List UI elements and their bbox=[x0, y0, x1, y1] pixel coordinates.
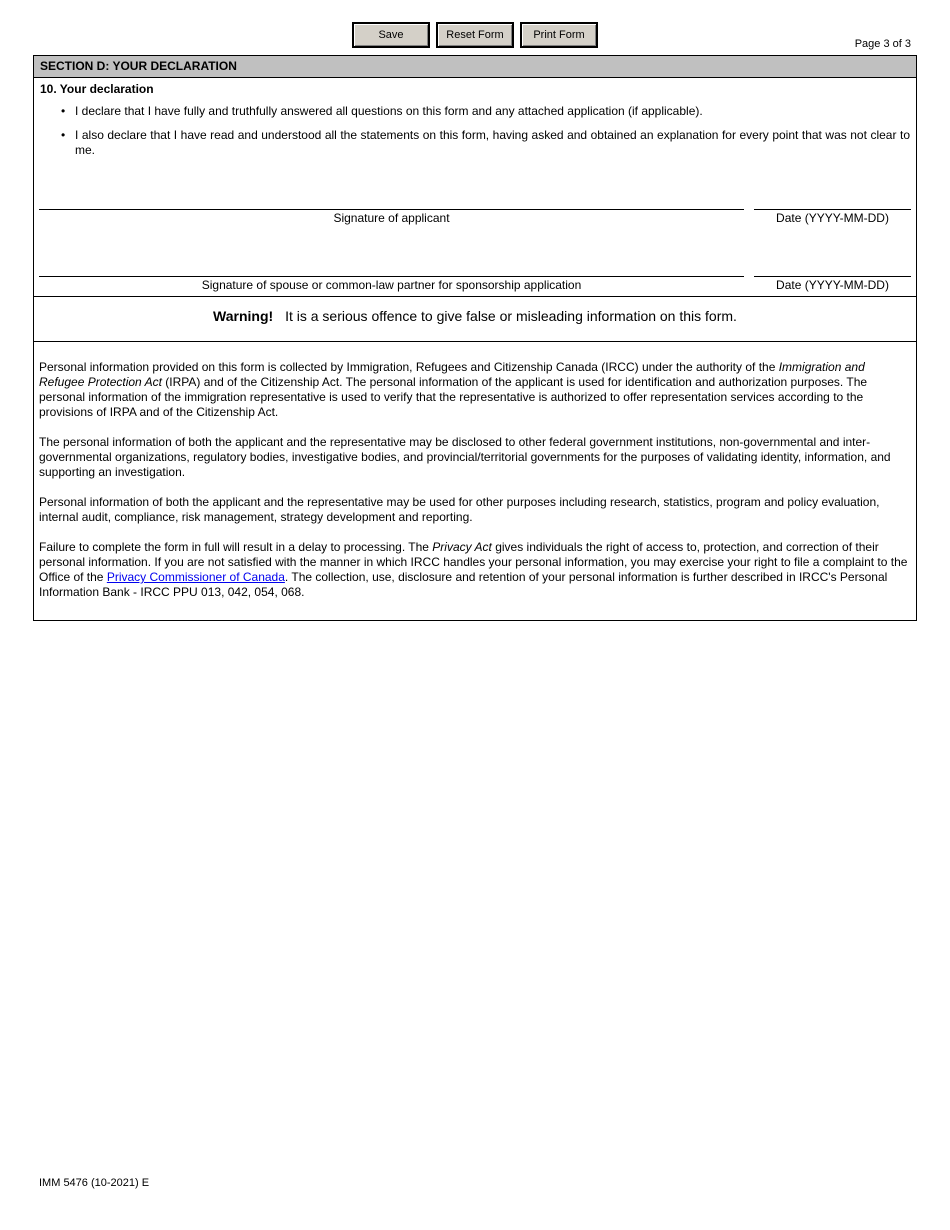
spouse-signature-label: Signature of spouse or common-law partner for sponsorship application bbox=[201, 278, 582, 292]
warning-text: It is a serious offence to give false or misleading information on this form. bbox=[285, 308, 737, 324]
save-button[interactable]: Save bbox=[352, 22, 430, 48]
warning-label: Warning! bbox=[213, 308, 274, 324]
question-title: 10. Your declaration bbox=[40, 82, 154, 96]
warning-notice bbox=[34, 308, 916, 324]
privacy-paragraph-4 bbox=[39, 540, 910, 600]
privacy-paragraph-2: The personal information of both the applicant and the representative may be disclosed to other federal government institutions, non-governmental and inter-governmental organizations, regulatory bodies, investigative bodies, and provincial/territorial governments for the purposes of validating identity, information, and supporting an investigation. bbox=[39, 435, 891, 479]
applicant-signature-label: Signature of applicant bbox=[333, 211, 450, 225]
act-name: Immigration and Refugee Protection Act bbox=[39, 360, 865, 389]
declaration-item: • I also declare that I have read and understood all the statements on this form, having asked and obtained an explanation for every point that was not clear to me. bbox=[61, 128, 910, 158]
privacy-text: gives individuals the right of access to, protection, and correction of their personal information. If you are not satisfied with the manner in which IRCC handles your personal information, you may exercise your right to file a complaint to the Office of the bbox=[39, 540, 908, 584]
applicant-signature-field[interactable] bbox=[39, 209, 744, 225]
spouse-date-label: Date (YYYY-MM-DD) bbox=[776, 278, 889, 292]
declaration-list bbox=[61, 104, 910, 167]
privacy-text: Failure to complete the form in full will result in a delay to processing. The bbox=[39, 540, 433, 554]
act-name: Privacy Act bbox=[432, 540, 492, 554]
print-form-button[interactable]: Print Form bbox=[520, 22, 598, 48]
declaration-item: • I declare that I have fully and truthfully answered all questions on this form and any attached application (if applicable). bbox=[61, 104, 910, 119]
privacy-paragraph-1 bbox=[39, 360, 910, 420]
privacy-paragraph-3: Personal information of both the applicant and the representative may be used for other purposes including research, statistics, program and policy evaluation, internal audit, compliance, risk management, strategy development and reporting. bbox=[39, 495, 880, 524]
spouse-signature-field[interactable] bbox=[39, 276, 744, 292]
divider bbox=[34, 296, 916, 297]
reset-form-button[interactable]: Reset Form bbox=[436, 22, 514, 48]
privacy-notice bbox=[39, 360, 910, 615]
privacy-text: Personal information provided on this form is collected by Immigration, Refugees and Citizenship Canada (IRCC) under the authority of the bbox=[39, 360, 779, 374]
form-toolbar bbox=[352, 22, 598, 48]
privacy-text: . The collection, use, disclosure and retention of your personal information is further described in IRCC's Personal Information Bank - IRCC PPU 013, 042, 054, 068. bbox=[39, 570, 888, 599]
divider bbox=[34, 341, 916, 342]
form-number: IMM 5476 (10-2021) E bbox=[39, 1177, 150, 1189]
applicant-date-label: Date (YYYY-MM-DD) bbox=[776, 211, 889, 225]
privacy-commissioner-link[interactable]: Privacy Commissioner of Canada bbox=[106, 570, 285, 584]
page-number: Page 3 of 3 bbox=[854, 38, 911, 50]
applicant-date-field[interactable] bbox=[754, 209, 911, 225]
spouse-date-field[interactable] bbox=[754, 276, 911, 292]
privacy-text: (IRPA) and of the Citizenship Act. The personal information of the applicant is used for identification and authorization purposes. The personal information of the immigration representative is used to verify that the representative is authorized to offer representation services according to the provisions of IRPA and of the Citizenship Act. bbox=[39, 375, 868, 419]
section-title: SECTION D: YOUR DECLARATION bbox=[34, 56, 916, 78]
declaration-section bbox=[33, 55, 917, 621]
